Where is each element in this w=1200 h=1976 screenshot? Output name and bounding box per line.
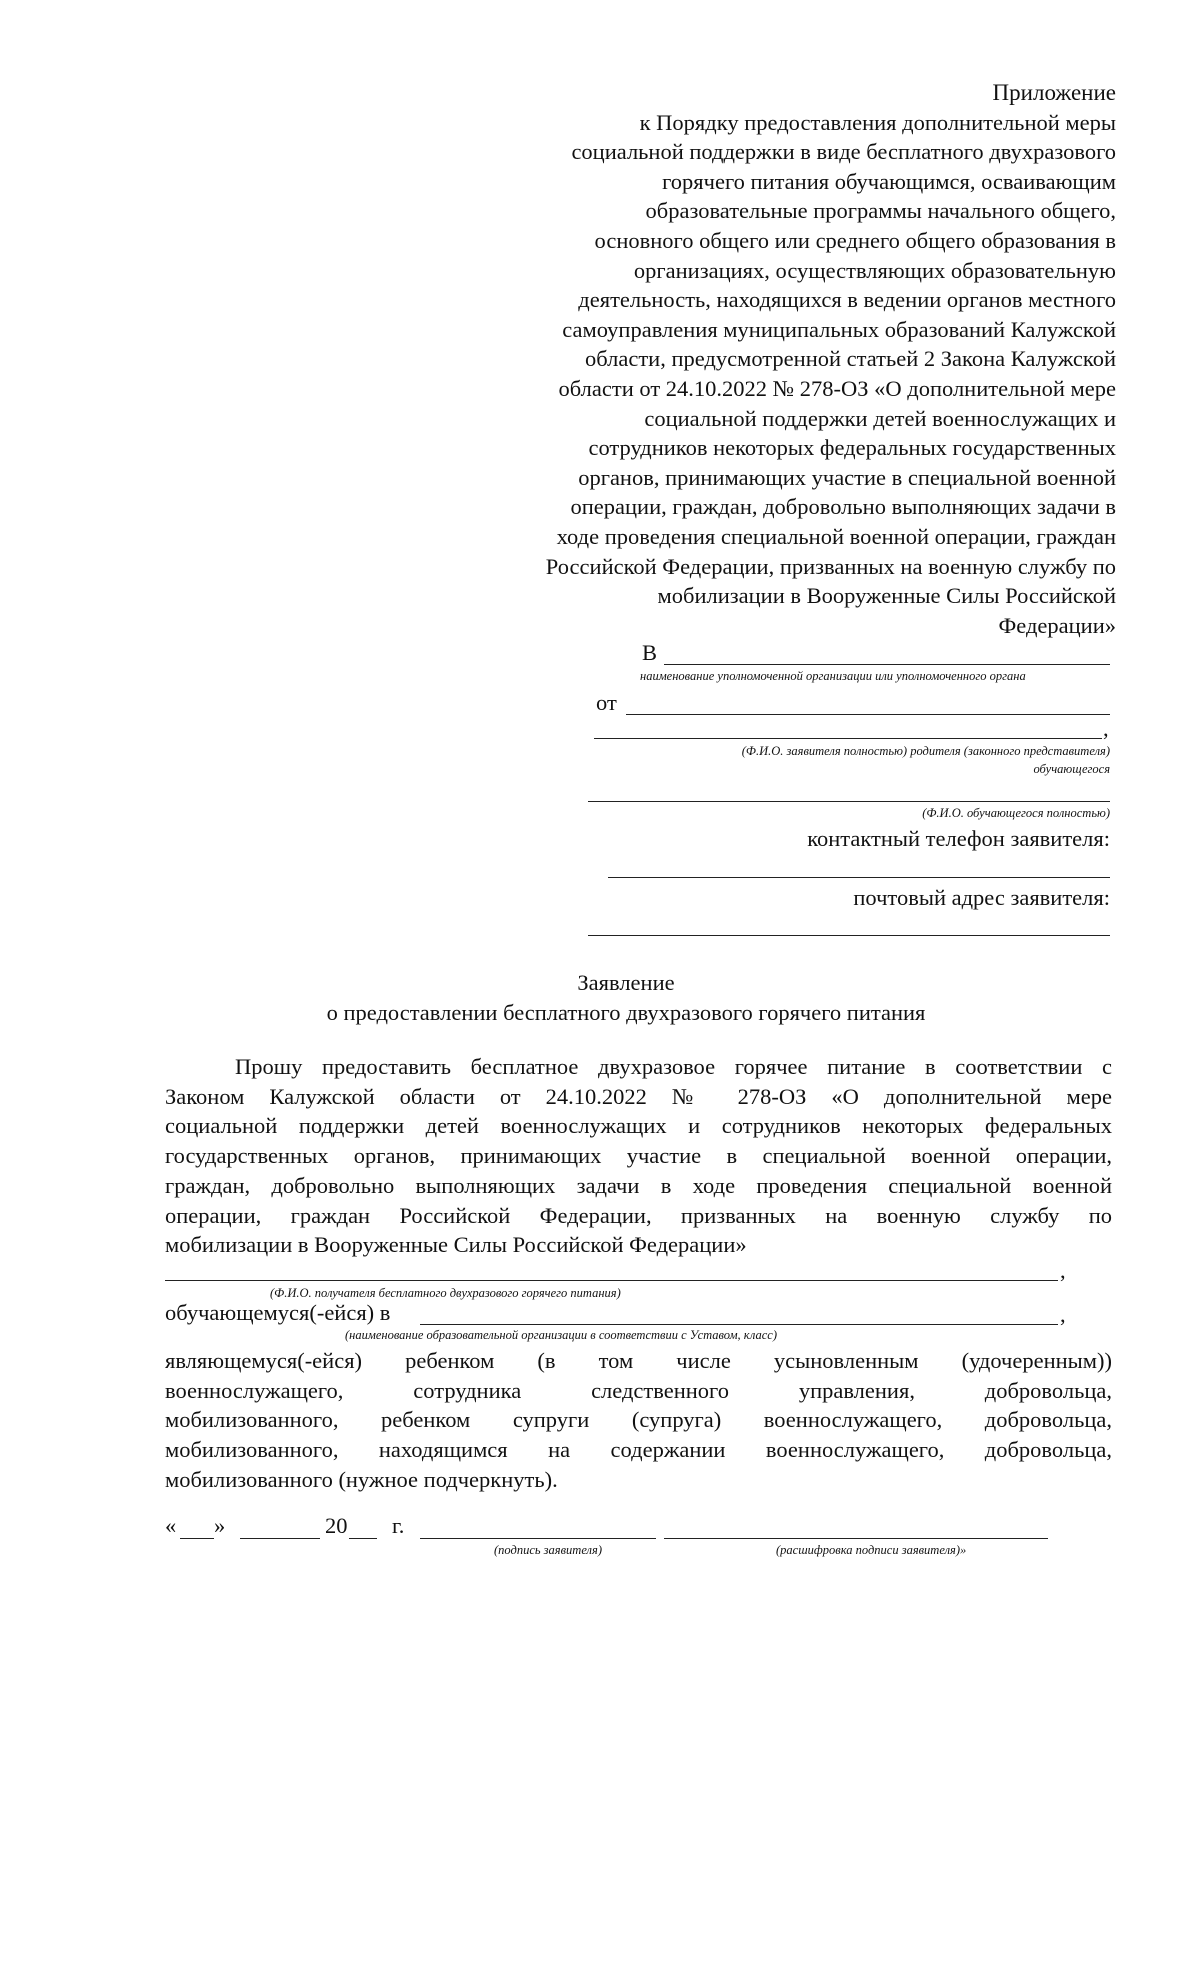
date-quote-open: « <box>165 1513 177 1538</box>
request-line: Законом Калужской области от 24.10.2022 № 278-ОЗ «О дополнительной мере <box>165 1083 1112 1109</box>
phone-label: контактный телефон заявителя: <box>807 826 1110 851</box>
from-caption-2: обучающегося <box>1033 762 1110 776</box>
appendix-line: области от 24.10.2022 № 278-ОЗ «О дополнительной мере <box>558 375 1116 401</box>
student-name-field[interactable] <box>588 801 1110 802</box>
signature-decode-field[interactable] <box>664 1538 1048 1539</box>
appendix-line: к Порядку предоставления дополнительной меры <box>639 109 1116 135</box>
appendix-line: мобилизации в Вооруженные Силы Российской <box>657 583 1116 609</box>
to-prefix: В <box>642 640 658 665</box>
date-quote-close: » <box>214 1513 226 1538</box>
appendix-line: социальной поддержки детей военнослужащих и <box>644 405 1116 431</box>
phone-field[interactable] <box>608 877 1110 878</box>
address-label: почтовый адрес заявителя: <box>853 885 1110 910</box>
request-line: Прошу предоставить бесплатное двухразовое горячее питание в соответствии с <box>235 1054 1112 1079</box>
appendix-line: основного общего или среднего общего образования в <box>594 227 1116 253</box>
appendix-line: самоуправления муниципальных образований Калужской <box>562 316 1116 342</box>
from-comma: , <box>1103 716 1109 741</box>
status-line: мобилизованного, ребенком супруги (супруга) военнослужащего, добровольца, <box>165 1407 1112 1433</box>
status-line: мобилизованного (нужное подчеркнуть). <box>165 1466 558 1492</box>
to-org-field[interactable] <box>664 664 1110 665</box>
signature-caption: (подпись заявителя) <box>494 1543 602 1557</box>
appendix-header <box>416 78 1116 640</box>
date-year-suffix: г. <box>392 1513 405 1538</box>
status-line: являющемуся(-ейся) ребенком (в том числе усыновленным (удочеренным)) <box>165 1348 1112 1373</box>
student-caption: (Ф.И.О. обучающегося полностью) <box>922 806 1110 820</box>
status-line: военнослужащего, сотрудника следственного управления, добровольца, <box>165 1377 1112 1403</box>
signature-decode-caption: (расшифровка подписи заявителя)» <box>776 1543 967 1557</box>
request-line: граждан, добровольно выполняющих задачи в ходе проведения специальной военной <box>165 1172 1112 1198</box>
recipient-name-field[interactable] <box>165 1280 1058 1281</box>
date-month-field[interactable] <box>240 1538 320 1539</box>
appendix-line: органов, принимающих участие в специальной военной <box>578 464 1116 490</box>
request-line: мобилизации в Вооруженные Силы Российской Федерации» <box>165 1232 747 1258</box>
appendix-line: сотрудников некоторых федеральных государственных <box>588 435 1116 461</box>
request-paragraph <box>165 1052 1112 1260</box>
student-org-caption: (наименование образовательной организации в соответствии с Уставом, класс) <box>345 1328 778 1342</box>
from-prefix: от <box>596 690 617 715</box>
appendix-line: операции, граждан, добровольно выполняющих задачи в <box>570 494 1116 520</box>
appendix-line: Федерации» <box>998 612 1116 638</box>
recipient-comma: , <box>1060 1258 1066 1283</box>
appendix-line: Российской Федерации, призванных на военную службу по <box>545 553 1116 579</box>
appendix-line: горячего питания обучающимся, осваивающим <box>662 168 1116 194</box>
document-subtitle: о предоставлении бесплатного двухразового горячего питания <box>326 1000 926 1025</box>
document-title: Заявление <box>577 970 675 995</box>
status-paragraph <box>165 1346 1112 1495</box>
to-caption: наименование уполномоченной организации или уполномоченного органа <box>640 669 1026 683</box>
recipient-caption: (Ф.И.О. получателя бесплатного двухразового горячего питания) <box>270 1286 621 1300</box>
student-org-prefix: обучающемуся(-ейся) в <box>165 1300 391 1325</box>
signature-field[interactable] <box>420 1538 656 1539</box>
appendix-line: области, предусмотренной статьей 2 Закона Калужской <box>584 346 1116 372</box>
appendix-line: социальной поддержки в виде бесплатного двухразового <box>571 139 1116 165</box>
address-field[interactable] <box>588 935 1110 936</box>
date-year-field[interactable] <box>349 1538 377 1539</box>
status-line: мобилизованного, находящимся на содержании военнослужащего, добровольца, <box>165 1437 1112 1463</box>
appendix-line: деятельность, находящихся в ведении органов местного <box>578 287 1116 313</box>
from-field-line-1[interactable] <box>626 714 1110 715</box>
request-line: операции, граждан Российской Федерации, призванных на военную службу по <box>165 1202 1112 1228</box>
from-caption-1: (Ф.И.О. заявителя полностью) родителя (законного представителя) <box>741 744 1110 758</box>
student-org-comma: , <box>1060 1302 1066 1327</box>
appendix-line: образовательные программы начального общего, <box>645 198 1116 224</box>
request-line: государственных органов, принимающих участие в специальной военной операции, <box>165 1143 1112 1169</box>
request-line: социальной поддержки детей военнослужащих и сотрудников некоторых федеральных <box>165 1113 1112 1139</box>
date-day-field[interactable] <box>180 1538 214 1539</box>
appendix-title: Приложение <box>992 80 1116 105</box>
student-org-field[interactable] <box>420 1324 1058 1325</box>
appendix-line: организациях, осуществляющих образовательную <box>633 257 1116 283</box>
from-field-line-2[interactable] <box>594 738 1102 739</box>
date-year-prefix: 20 <box>325 1513 348 1538</box>
appendix-line: ходе проведения специальной военной операции, граждан <box>556 523 1116 549</box>
